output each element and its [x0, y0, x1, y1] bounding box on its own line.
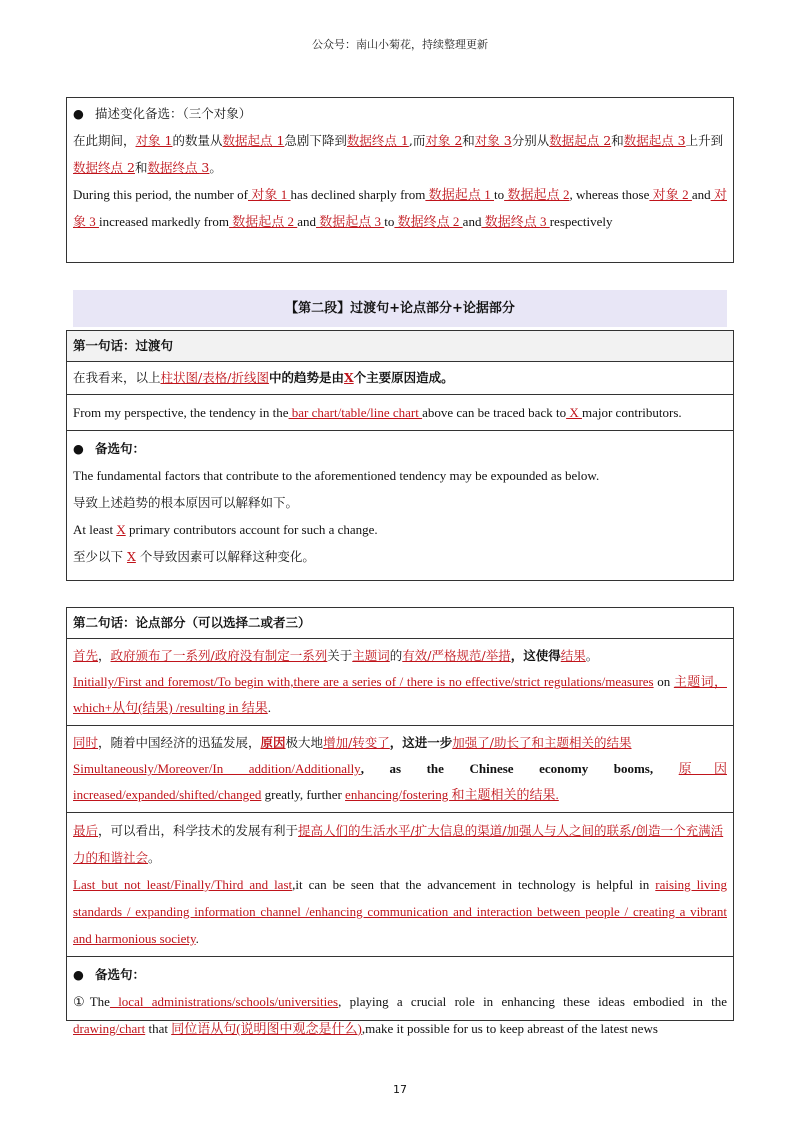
bullet-icon: ●	[73, 967, 84, 982]
change-description-box	[66, 97, 734, 263]
argument-second	[67, 725, 733, 812]
transition-cn: 在我看来，以上柱状图/表格/折线图中的趋势是由X个主要原因造成。	[67, 361, 733, 394]
transition-box	[66, 330, 734, 581]
argument-second-en: Simultaneously/Moreover/In addition/Additionally, as the Chinese economy booms, 原因 increased/expanded/shifted/changed greatly, further enhancing/fostering 和主题相关的结果.	[73, 761, 727, 802]
bullet-icon: ●	[73, 106, 84, 121]
argument-first-cn: 首先，政府颁布了一系列/政府没有制定一系列关于主题词的有效/严格规范/举措，这使得结果。	[73, 648, 599, 663]
transition-title: 第一句话：过渡句	[67, 331, 733, 361]
argument-first	[67, 638, 733, 725]
alt-line-4: 至少以下 X 个导致因素可以解释这种变化。	[73, 549, 315, 564]
transition-alternatives	[67, 430, 733, 574]
transition-en: From my perspective, the tendency in the bar chart/table/line chart above can be traced back to X major contributors.	[67, 394, 733, 430]
argument-third-en: Last but not least/Finally/Third and last,it can be seen that the advancement in technology is helpful in raising living standards / expanding information channel /enhancing communication and interaction between people / creating a vibrant and harmonious society.	[73, 877, 727, 946]
en-sentence: During this period, the number of 对象 1 has declined sharply from 数据起点 1 to 数据起点 2, whereas those 对象 2 and 对象 3 increased markedly from 数据起点 2 and 数据起点 3 to 数据终点 2 and 数据终点 3 respectively	[73, 187, 727, 229]
section-title-band: 【第二段】过渡句+论点部分+论据部分	[73, 290, 727, 327]
alt-heading: ● 备选句：	[73, 435, 727, 462]
argument-third-cn: 最后，可以看出，科学技术的发展有利于提高人们的生活水平/扩大信息的渠道/加强人与人之间的联系/创造一个充满活力的和谐社会。	[73, 823, 724, 865]
alt-heading: ● 备选句：	[73, 961, 727, 988]
argument-alternatives	[67, 956, 733, 1046]
cn-sentence: 在此期间，对象 1的数量从数据起点 1急剧下降到数据终点 1,而对象 2和对象 3分别从数据起点 2和数据起点 3上升到数据终点 2和数据终点 3。	[73, 133, 724, 175]
argument-third	[67, 812, 733, 956]
alt-line-3: At least X primary contributors account for such a change.	[73, 522, 378, 537]
bullet-icon: ●	[73, 441, 84, 456]
argument-box	[66, 607, 734, 1036]
alt-line-1: The fundamental factors that contribute to the aforementioned tendency may be expounded as below.	[73, 468, 600, 483]
alt-sentence-1: ①The local administrations/schools/universities, playing a crucial role in enhancing these ideas embodied in the drawing/chart that 同位语从句(说明图中观念是什么),make it possible for us to keep abreast of the latest news	[73, 994, 727, 1036]
argument-first-en: Initially/First and foremost/To begin with,there are a series of / there is no effective/strict regulations/measures on 主题词，which+从句(结果) /resulting in 结果.	[73, 674, 727, 715]
change-description-content	[67, 98, 733, 239]
page-number: 17	[393, 1083, 407, 1096]
argument-second-cn: 同时，随着中国经济的迅猛发展，原因极大地增加/转变了，这进一步加强了/助长了和主题相关的结果	[73, 735, 632, 750]
argument-title: 第二句话：论点部分（可以选择二或者三）	[73, 615, 311, 630]
alt-line-2: 导致上述趋势的根本原因可以解释如下。	[73, 495, 299, 510]
page-header: 公众号：南山小菊花，持续整理更新	[312, 38, 488, 51]
alt-heading: ● 描述变化备选：（三个对象）	[73, 100, 727, 127]
